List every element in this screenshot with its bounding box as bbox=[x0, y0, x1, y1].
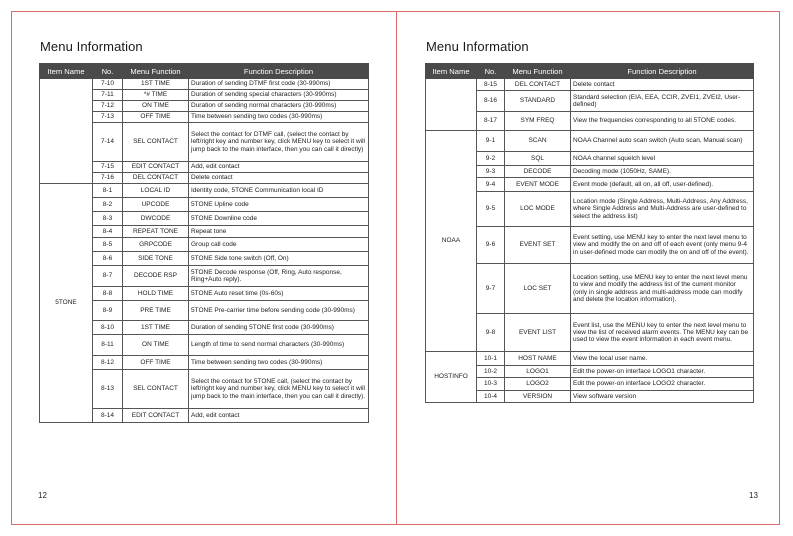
menu-function-cell: LOGO2 bbox=[505, 378, 571, 391]
menu-function-cell: PRE TIME bbox=[123, 301, 189, 321]
function-description-cell: Length of time to send normal characters (30-990ms) bbox=[189, 335, 369, 356]
menu-number-cell: 9-5 bbox=[477, 192, 505, 227]
function-description-cell: Select the contact for 5TONE call, (select the contact by left/right key and number key, click MENU key to select it will jump back to the main interface, then you can call it directly). bbox=[189, 370, 369, 409]
item-name-cell: HOSTINFO bbox=[426, 352, 477, 403]
menu-function-cell: OFF TIME bbox=[123, 356, 189, 370]
item-name-cell: NOAA bbox=[426, 131, 477, 352]
menu-function-cell: EDIT CONTACT bbox=[123, 409, 189, 423]
page-divider-line bbox=[396, 11, 397, 525]
menu-function-cell: REPEAT TONE bbox=[123, 226, 189, 238]
function-description-cell: Identity code, 5TONE Communication local ID bbox=[189, 184, 369, 198]
header-menu-function: Menu Function bbox=[123, 64, 189, 79]
menu-number-cell: 8-11 bbox=[93, 335, 123, 356]
menu-number-cell: 7-15 bbox=[93, 162, 123, 173]
menu-number-cell: 8-3 bbox=[93, 212, 123, 226]
function-description-cell: NOAA channel squelch level bbox=[571, 152, 754, 166]
function-description-cell: Group call code bbox=[189, 238, 369, 252]
menu-number-cell: 7-13 bbox=[93, 112, 123, 123]
menu-function-cell: DWCODE bbox=[123, 212, 189, 226]
menu-function-cell: DECODE RSP bbox=[123, 266, 189, 287]
menu-number-cell: 9-4 bbox=[477, 178, 505, 192]
left-table-body bbox=[40, 79, 369, 423]
menu-number-cell: 7-12 bbox=[93, 101, 123, 112]
table-header-row bbox=[426, 64, 754, 79]
function-description-cell: 5TONE Pre-carrier time before sending code (30-990ms) bbox=[189, 301, 369, 321]
function-description-cell: 5TONE Upline code bbox=[189, 198, 369, 212]
function-description-cell: Event list, use the MENU key to enter the next level menu to view the list of received alarm events. The MENU key can be used to view the event information in each event menu. bbox=[571, 314, 754, 352]
menu-number-cell: 8-17 bbox=[477, 112, 505, 131]
menu-function-cell: ON TIME bbox=[123, 335, 189, 356]
menu-function-cell: LOGO1 bbox=[505, 366, 571, 378]
menu-number-cell: 8-15 bbox=[477, 79, 505, 91]
menu-function-cell: 1ST TIME bbox=[123, 321, 189, 335]
menu-number-cell: 10-2 bbox=[477, 366, 505, 378]
menu-number-cell: 9-8 bbox=[477, 314, 505, 352]
function-description-cell: Event mode (default, all on, all off, user-defined). bbox=[571, 178, 754, 192]
menu-function-cell: SEL CONTACT bbox=[123, 370, 189, 409]
menu-number-cell: 9-2 bbox=[477, 152, 505, 166]
header-item-name: Item Name bbox=[40, 64, 93, 79]
item-name-cell: 5TONE bbox=[40, 184, 93, 423]
table-row bbox=[40, 79, 369, 90]
table-row bbox=[426, 352, 754, 366]
function-description-cell: 5TONE Auto reset time (0s-60s) bbox=[189, 287, 369, 301]
menu-function-cell: SQL bbox=[505, 152, 571, 166]
function-description-cell: Duration of sending special characters (30-990ms) bbox=[189, 90, 369, 101]
menu-number-cell: 8-5 bbox=[93, 238, 123, 252]
menu-function-cell: DEL CONTACT bbox=[123, 173, 189, 184]
menu-number-cell: 8-6 bbox=[93, 252, 123, 266]
menu-function-cell: LOC SET bbox=[505, 264, 571, 314]
function-description-cell: Duration of sending 5TONE first code (30-990ms) bbox=[189, 321, 369, 335]
function-description-cell: Event setting, use MENU key to enter the next level menu to view and modify the on and off of each event (only menu 9-4 in user-defined mode can modify the on and off of the event). bbox=[571, 227, 754, 264]
menu-function-cell: EVENT LIST bbox=[505, 314, 571, 352]
item-name-cell bbox=[426, 79, 477, 131]
menu-number-cell: 8-13 bbox=[93, 370, 123, 409]
header-no: No. bbox=[477, 64, 505, 79]
table-row bbox=[40, 184, 369, 198]
menu-number-cell: 8-12 bbox=[93, 356, 123, 370]
menu-function-cell: DECODE bbox=[505, 166, 571, 178]
table-header-row bbox=[40, 64, 369, 79]
menu-function-cell: HOLD TIME bbox=[123, 287, 189, 301]
function-description-cell: Time between sending two codes (30-990ms) bbox=[189, 356, 369, 370]
function-description-cell: Edit the power-on interface LOGO1 character. bbox=[571, 366, 754, 378]
menu-function-cell: LOC MODE bbox=[505, 192, 571, 227]
menu-function-cell: GRPCODE bbox=[123, 238, 189, 252]
function-description-cell: Delete contact bbox=[571, 79, 754, 91]
header-no: No. bbox=[93, 64, 123, 79]
menu-function-cell: SCAN bbox=[505, 131, 571, 152]
menu-function-cell: SIDE TONE bbox=[123, 252, 189, 266]
menu-number-cell: 8-7 bbox=[93, 266, 123, 287]
table-row bbox=[426, 131, 754, 152]
header-function-description: Function Description bbox=[571, 64, 754, 79]
function-description-cell: Edit the power-on interface LOGO2 character. bbox=[571, 378, 754, 391]
menu-number-cell: 7-10 bbox=[93, 79, 123, 90]
function-description-cell: View the frequencies corresponding to all 5TONE codes. bbox=[571, 112, 754, 131]
function-description-cell: Duration of sending DTMF first code (30-990ms) bbox=[189, 79, 369, 90]
header-menu-function: Menu Function bbox=[505, 64, 571, 79]
menu-number-cell: 7-11 bbox=[93, 90, 123, 101]
function-description-cell: Location mode (Single Address, Multi-Address, Any Address, where Single Address and Multi-Address are user-defined to select the address list) bbox=[571, 192, 754, 227]
frame-right-line bbox=[779, 11, 780, 525]
menu-number-cell: 9-1 bbox=[477, 131, 505, 152]
menu-number-cell: 8-16 bbox=[477, 91, 505, 112]
function-description-cell: Delete contact bbox=[189, 173, 369, 184]
menu-function-cell: SYM FREQ bbox=[505, 112, 571, 131]
menu-function-cell: EDIT CONTACT bbox=[123, 162, 189, 173]
menu-function-cell: STANDARD bbox=[505, 91, 571, 112]
left-page-number: 12 bbox=[38, 491, 47, 500]
menu-number-cell: 8-8 bbox=[93, 287, 123, 301]
function-description-cell: Location setting, use MENU key to enter the next level menu to view and modify the address list of the current monitor (only in single address and multi-address mode can modify and delete the location information). bbox=[571, 264, 754, 314]
function-description-cell: Repeat tone bbox=[189, 226, 369, 238]
function-description-cell: View the local user name. bbox=[571, 352, 754, 366]
menu-function-cell: VERSION bbox=[505, 391, 571, 403]
menu-function-cell: OFF TIME bbox=[123, 112, 189, 123]
menu-number-cell: 9-3 bbox=[477, 166, 505, 178]
function-description-cell: 5TONE Downline code bbox=[189, 212, 369, 226]
menu-number-cell: 7-14 bbox=[93, 123, 123, 162]
function-description-cell: Select the contact for DTMF call, (select the contact by left/right key and number key, click MENU key to select it will jump back to the main interface, then you can call it directly) bbox=[189, 123, 369, 162]
menu-function-cell: LOCAL ID bbox=[123, 184, 189, 198]
function-description-cell: Standard selection (EIA, EEA, CCIR, ZVEI1, ZVEI2, User-defined) bbox=[571, 91, 754, 112]
header-function-description: Function Description bbox=[189, 64, 369, 79]
right-page-number: 13 bbox=[749, 491, 758, 500]
right-page-title: Menu Information bbox=[426, 39, 529, 54]
function-description-cell: NOAA Channel auto scan switch (Auto scan, Manual scan) bbox=[571, 131, 754, 152]
function-description-cell: 5TONE Side tone switch (Off, On) bbox=[189, 252, 369, 266]
header-item-name: Item Name bbox=[426, 64, 477, 79]
menu-number-cell: 10-3 bbox=[477, 378, 505, 391]
menu-number-cell: 7-16 bbox=[93, 173, 123, 184]
menu-function-cell: UPCODE bbox=[123, 198, 189, 212]
menu-number-cell: 8-14 bbox=[93, 409, 123, 423]
function-description-cell: Decoding mode (1050Hz, SAME). bbox=[571, 166, 754, 178]
right-menu-table bbox=[425, 63, 754, 403]
left-page-title: Menu Information bbox=[40, 39, 143, 54]
menu-function-cell: EVENT SET bbox=[505, 227, 571, 264]
right-table-body bbox=[426, 79, 754, 403]
menu-function-cell: HOST NAME bbox=[505, 352, 571, 366]
function-description-cell: 5TONE Decode response (Off, Ring, Auto response, Ring+Auto reply). bbox=[189, 266, 369, 287]
menu-number-cell: 10-4 bbox=[477, 391, 505, 403]
menu-number-cell: 9-7 bbox=[477, 264, 505, 314]
frame-left-line bbox=[11, 11, 12, 525]
item-name-cell bbox=[40, 79, 93, 184]
left-menu-table bbox=[39, 63, 369, 423]
menu-number-cell: 9-6 bbox=[477, 227, 505, 264]
function-description-cell: Time between sending two codes (30-990ms) bbox=[189, 112, 369, 123]
function-description-cell: Add, edit contact bbox=[189, 409, 369, 423]
menu-number-cell: 8-1 bbox=[93, 184, 123, 198]
function-description-cell: Add, edit contact bbox=[189, 162, 369, 173]
menu-number-cell: 8-2 bbox=[93, 198, 123, 212]
menu-number-cell: 10-1 bbox=[477, 352, 505, 366]
menu-number-cell: 8-4 bbox=[93, 226, 123, 238]
function-description-cell: View software version bbox=[571, 391, 754, 403]
menu-number-cell: 8-9 bbox=[93, 301, 123, 321]
menu-function-cell: SEL CONTACT bbox=[123, 123, 189, 162]
table-row bbox=[426, 79, 754, 91]
menu-function-cell: ON TIME bbox=[123, 101, 189, 112]
menu-number-cell: 8-10 bbox=[93, 321, 123, 335]
menu-function-cell: *# TIME bbox=[123, 90, 189, 101]
menu-function-cell: DEL CONTACT bbox=[505, 79, 571, 91]
menu-function-cell: EVENT MODE bbox=[505, 178, 571, 192]
menu-function-cell: 1ST TIME bbox=[123, 79, 189, 90]
function-description-cell: Duration of sending normal characters (30-990ms) bbox=[189, 101, 369, 112]
